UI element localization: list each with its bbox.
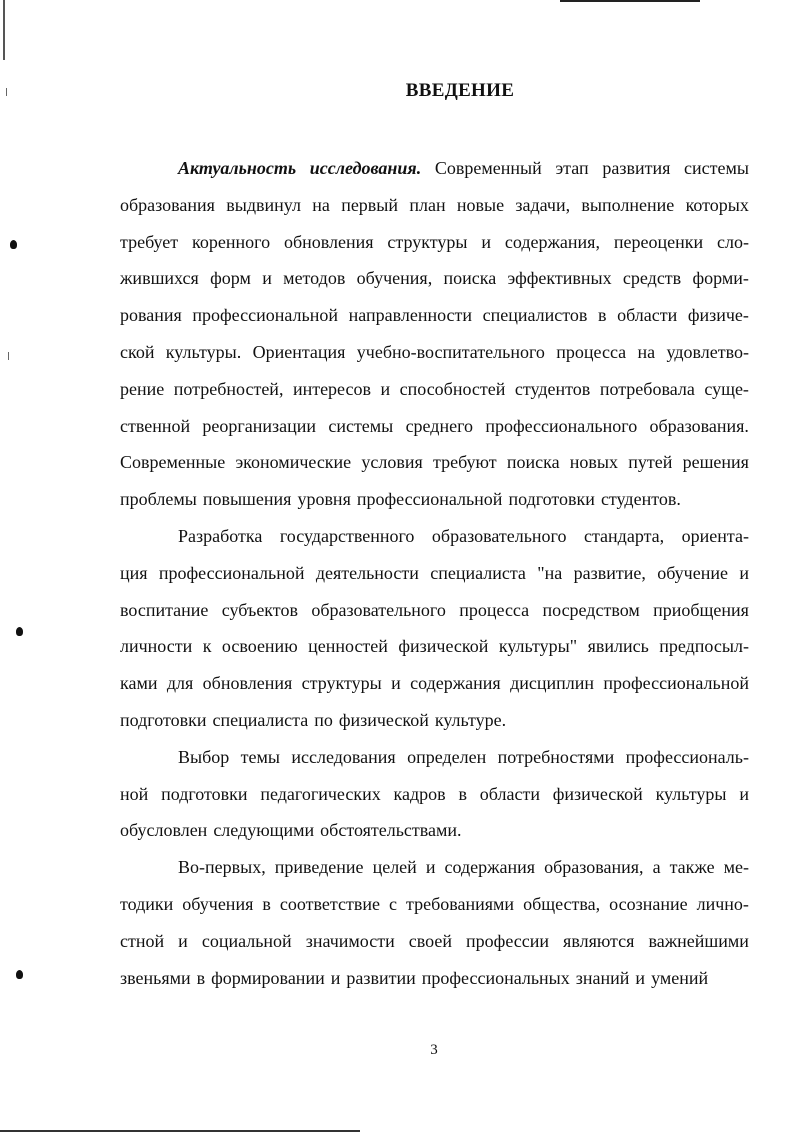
page-number: 3 bbox=[430, 1042, 438, 1058]
scan-top-line bbox=[560, 0, 700, 2]
text-line: рение потребностей, интересов и способностей студентов потребовала суще- bbox=[120, 378, 749, 399]
text-line: обусловлен следующими обстоятельствами. bbox=[120, 820, 462, 841]
paragraph bbox=[120, 150, 749, 518]
text-line: Выбор темы исследования определен потребностями профессиональ- bbox=[178, 746, 749, 767]
text-line: воспитание субъектов образовательного процесса посредством приобщения bbox=[120, 599, 749, 620]
text-line: ция профессиональной деятельности специалиста "на развитие, обучение и bbox=[120, 562, 749, 583]
text-line: Разработка государственного образовательного стандарта, ориента- bbox=[178, 525, 749, 546]
text-line: стной и социальной значимости своей профессии являются важнейшими bbox=[120, 930, 749, 951]
binding-hole-mark bbox=[16, 627, 23, 636]
text-line: образования выдвинул на первый план новые задачи, выполнение которых bbox=[120, 194, 749, 215]
text-line: ской культуры. Ориентация учебно-воспитательного процесса на удовлетво- bbox=[120, 341, 749, 362]
text-line: личности к освоению ценностей физической культуры" явились предпосыл- bbox=[120, 636, 749, 657]
text-line: ной подготовки педагогических кадров в области физической культуры и bbox=[120, 783, 749, 804]
page-title: ВВЕДЕНИЕ bbox=[405, 80, 515, 101]
scan-speck bbox=[8, 352, 9, 360]
text-line: подготовки специалиста по физической культуре. bbox=[120, 709, 507, 730]
paragraph bbox=[120, 739, 749, 849]
binding-hole-mark bbox=[10, 240, 17, 249]
text-line: ками для обновления структуры и содержания дисциплин профессиональной bbox=[120, 673, 749, 694]
paragraph bbox=[120, 849, 749, 996]
paragraph bbox=[120, 518, 749, 739]
text-line: проблемы повышения уровня профессиональной подготовки студентов. bbox=[120, 489, 681, 510]
text-line: требует коренного обновления структуры и содержания, переоценки сло- bbox=[120, 231, 749, 252]
scan-bottom-line bbox=[0, 1130, 360, 1132]
text-line: ственной реорганизации системы среднего профессионального образования. bbox=[120, 415, 749, 436]
binding-hole-mark bbox=[16, 970, 23, 979]
text-line: жившихся форм и методов обучения, поиска эффективных средств форми- bbox=[120, 268, 749, 289]
text-line: рования профессиональной направленности специалистов в области физиче- bbox=[120, 305, 749, 326]
text-line: Современные экономические условия требуют поиска новых путей решения bbox=[120, 452, 749, 473]
scan-edge-mark bbox=[3, 0, 5, 60]
document-body bbox=[120, 150, 749, 996]
text-line: тодики обучения в соответствие с требованиями общества, осознание лично- bbox=[120, 893, 749, 914]
text-line: Во-первых, приведение целей и содержания образования, а также ме- bbox=[178, 857, 749, 878]
text-line: звеньями в формировании и развитии профессиональных знаний и умений bbox=[120, 967, 709, 988]
text-line: Актуальность исследования. Современный этап развития системы bbox=[178, 158, 749, 178]
